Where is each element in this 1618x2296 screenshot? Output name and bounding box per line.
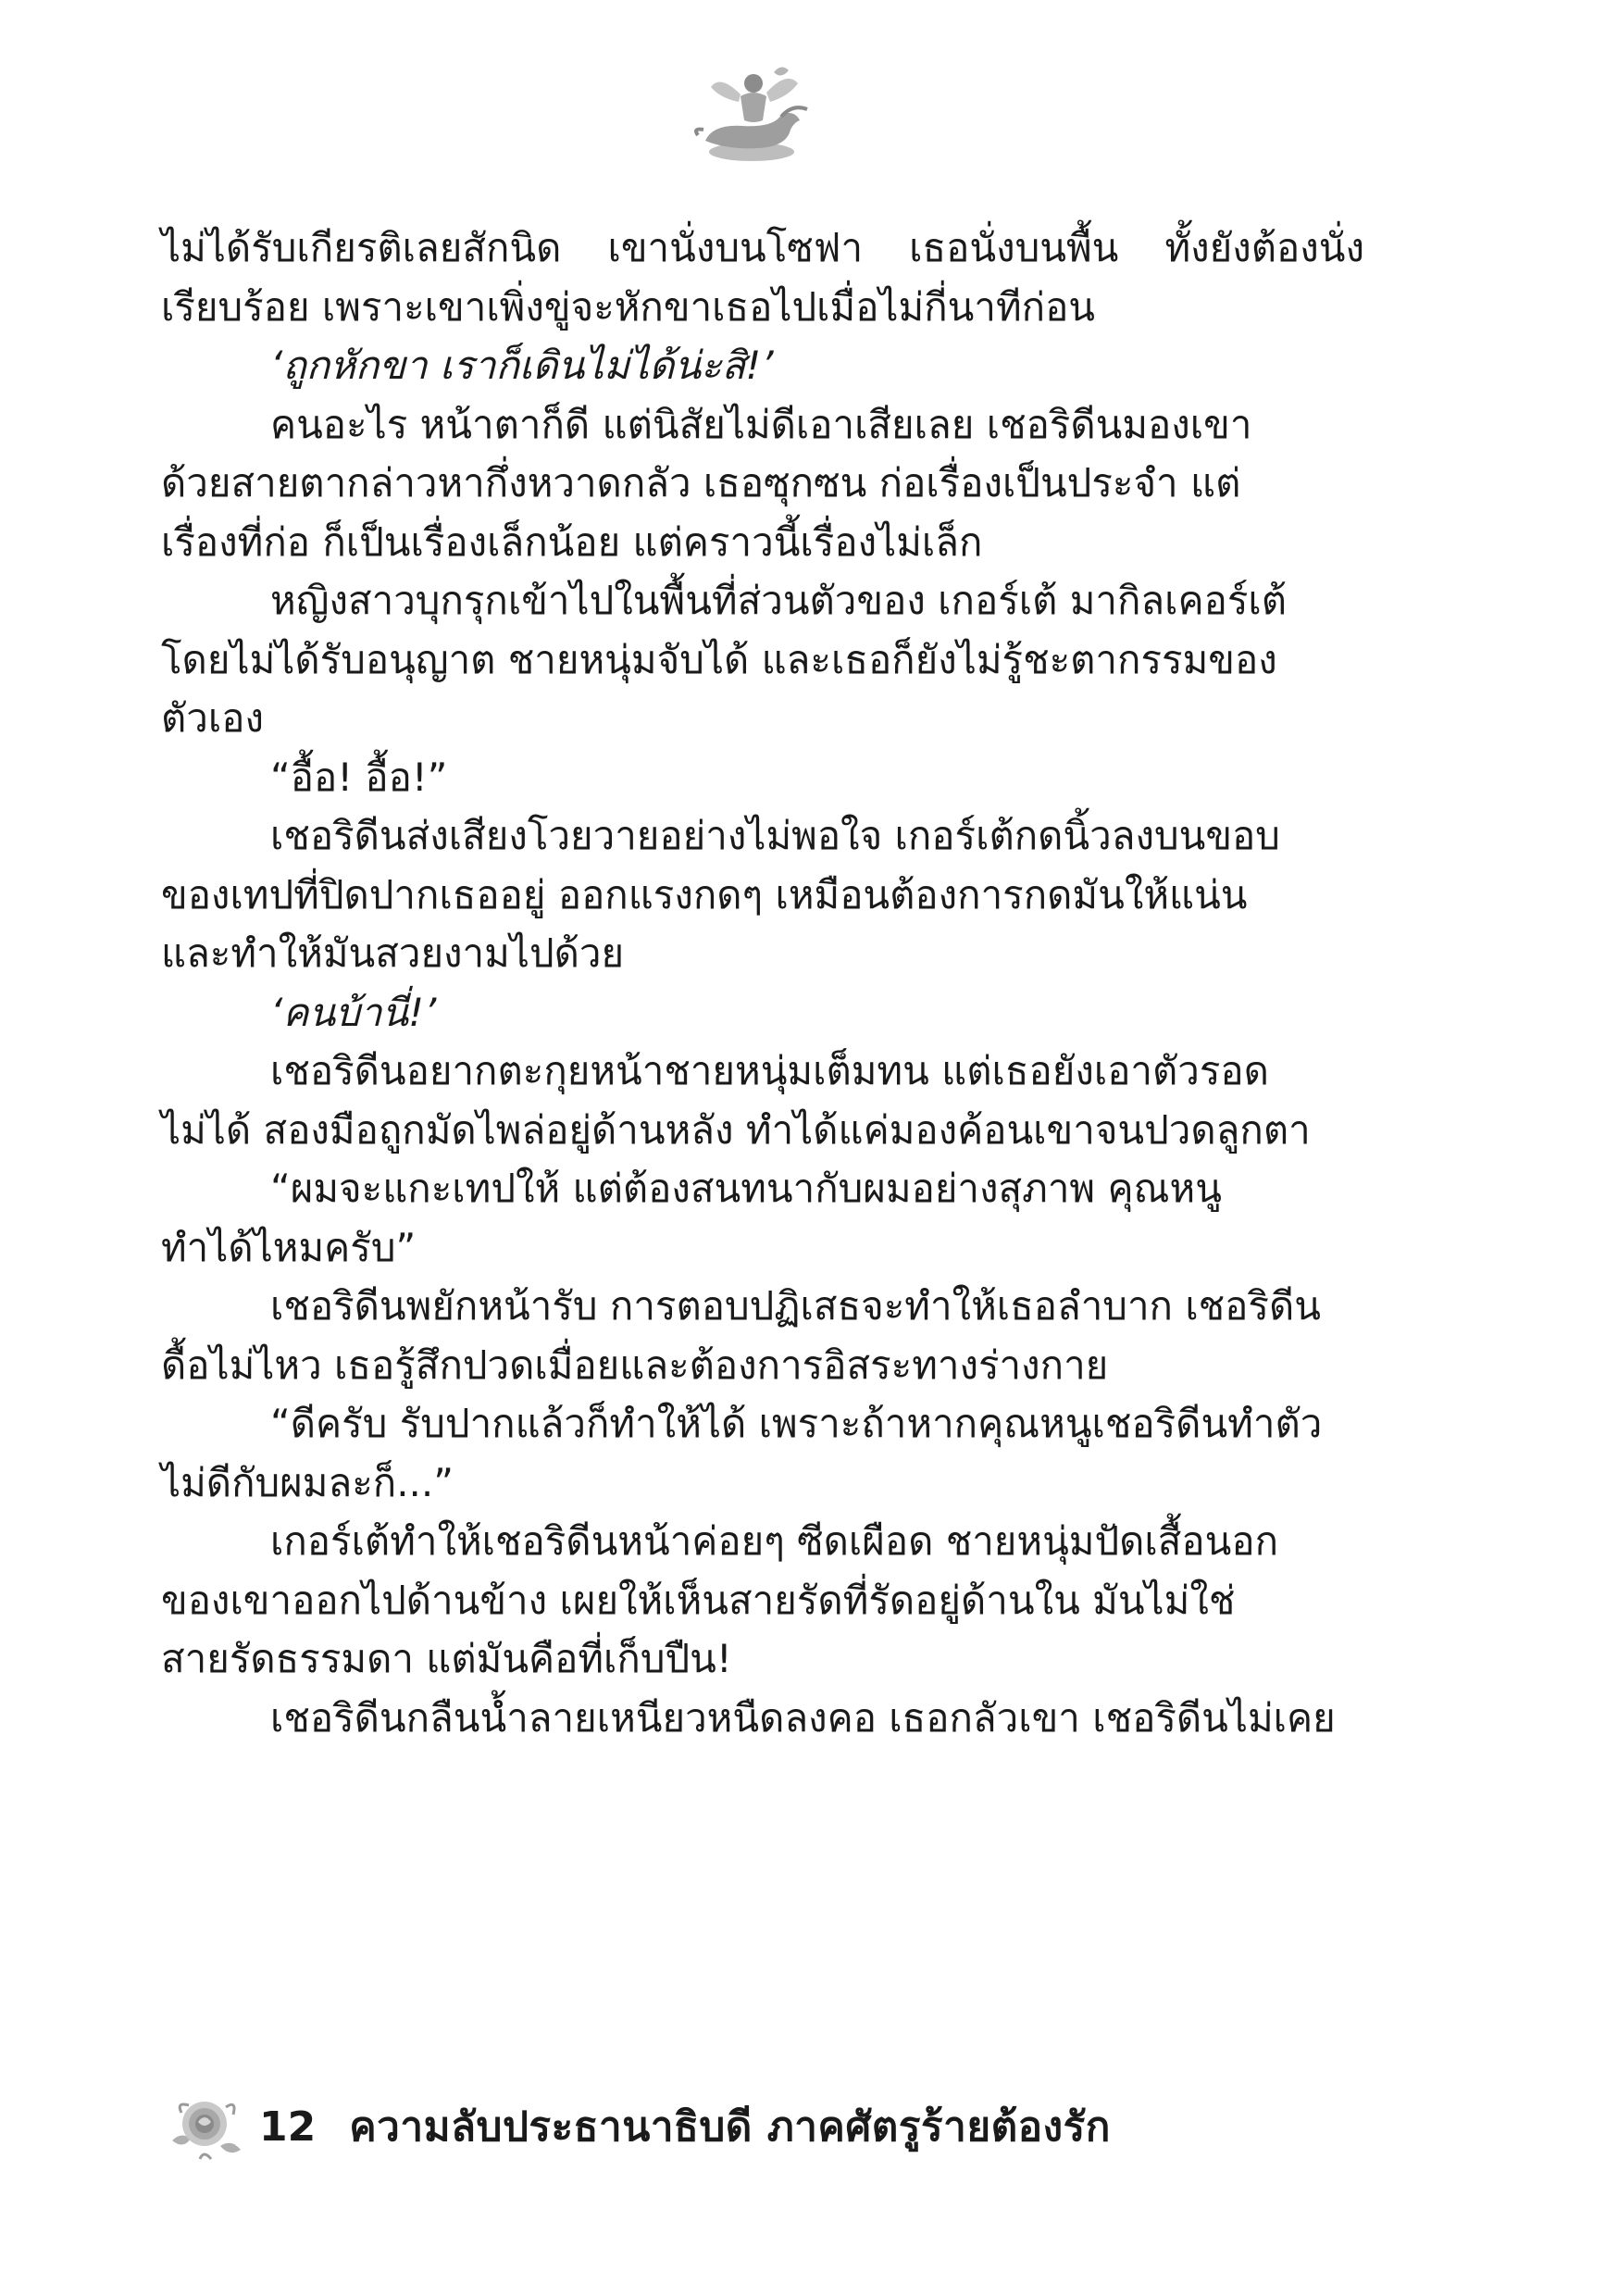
body-text: [161, 218, 1364, 1747]
text-line: ของเทปที่ปิดปากเธออยู่ ออกแรงกดๆ เหมือนต้องการกดมันให้แน่น: [161, 871, 1248, 917]
text-line: โดยไม่ได้รับอนุญาต ชายหนุ่มจับได้ และเธอก็ยังไม่รู้ชะตากรรมของ: [161, 636, 1277, 682]
text-line: ‘ถูกหักขา เราก็เดินไม่ได้น่ะสิ!’: [270, 343, 774, 388]
text-line: หญิงสาวบุกรุกเข้าไปในพื้นที่ส่วนตัวของ เกอร์เต้ มากิลเคอร์เต้: [270, 578, 1288, 623]
text-line: “อื้อ! อื้อ!”: [270, 754, 448, 800]
text-line: เชอริดีนส่งเสียงโวยวายอย่างไม่พอใจ เกอร์เต้กดนิ้วลงบนขอบ: [270, 813, 1280, 858]
rose-flower-icon: [163, 2085, 246, 2168]
text-line: ของเขาออกไปด้านข้าง เผยให้เห็นสายรัดที่รัดอยู่ด้านใน มันไม่ใช่: [161, 1577, 1236, 1623]
text-line: เชอริดีนอยากตะกุยหน้าชายหนุ่มเต็มทน แต่เธอยังเอาตัวรอด: [270, 1048, 1269, 1093]
text-line: ไม่ได้รับเกียรติเลยสักนิด เขานั่งบนโซฟา เธอนั่งบนพื้น ทั้งยังต้องนั่ง: [161, 225, 1364, 270]
text-line: ‘คนบ้านี่!’: [270, 989, 437, 1035]
text-line: ดื้อไม่ไหว เธอรู้สึกปวดเมื่อยและต้องการอิสระทางร่างกาย: [161, 1341, 1109, 1388]
page-number: 12: [259, 2103, 317, 2151]
text-line: ทำได้ไหมครับ”: [161, 1224, 417, 1270]
text-line: และทำให้มันสวยงามไปด้วย: [161, 930, 625, 976]
lamp-with-angel-icon: [685, 56, 815, 176]
book-title: ความลับประธานาธิบดี ภาคศัตรูร้ายต้องรัก: [349, 2103, 1111, 2151]
text-line: สายรัดธรรมดา แต่มันคือที่เก็บปืน!: [161, 1636, 732, 1681]
text-line: ด้วยสายตากล่าวหากึ่งหวาดกลัว เธอซุกซน ก่อเรื่องเป็นประจำ แต่: [161, 460, 1241, 505]
text-line: “ผมจะแกะเทปให้ แต่ต้องสนทนากับผมอย่างสุภาพ คุณหนู: [270, 1166, 1222, 1211]
text-line: เรื่องที่ก่อ ก็เป็นเรื่องเล็กน้อย แต่คราวนี้เรื่องไม่เล็ก: [161, 518, 983, 565]
text-line: “ดีครับ รับปากแล้วก็ทำให้ได้ เพราะถ้าหากคุณหนูเชอริดีนทำตัว: [270, 1401, 1323, 1446]
text-line: เชอริดีนพยักหน้ารับ การตอบปฏิเสธจะทำให้เธอลำบาก เชอริดีน: [270, 1283, 1321, 1329]
text-line: เรียบร้อย เพราะเขาเพิ่งขู่จะหักขาเธอไปเมื่อไม่กี่นาทีก่อน: [161, 283, 1096, 330]
text-line: คนอะไร หน้าตาก็ดี แต่นิสัยไม่ดีเอาเสียเลย เชอริดีนมองเขา: [270, 401, 1252, 447]
text-line: ตัวเอง: [161, 695, 264, 741]
page-footer: [163, 2085, 1111, 2168]
text-line: ไม่ดีกับผมละก็...”: [161, 1459, 454, 1505]
text-line: เกอร์เต้ทำให้เชอริดีนหน้าค่อยๆ ซีดเผือด ชายหนุ่มปัดเสื้อนอก: [270, 1518, 1279, 1564]
text-line: ไม่ได้ สองมือถูกมัดไพล่อยู่ด้านหลัง ทำได้แค่มองค้อนเขาจนปวดลูกตา: [161, 1106, 1311, 1153]
text-line: เชอริดีนกลืนน้ำลายเหนียวหนืดลงคอ เธอกลัวเขา เชอริดีนไม่เคย: [270, 1694, 1336, 1741]
